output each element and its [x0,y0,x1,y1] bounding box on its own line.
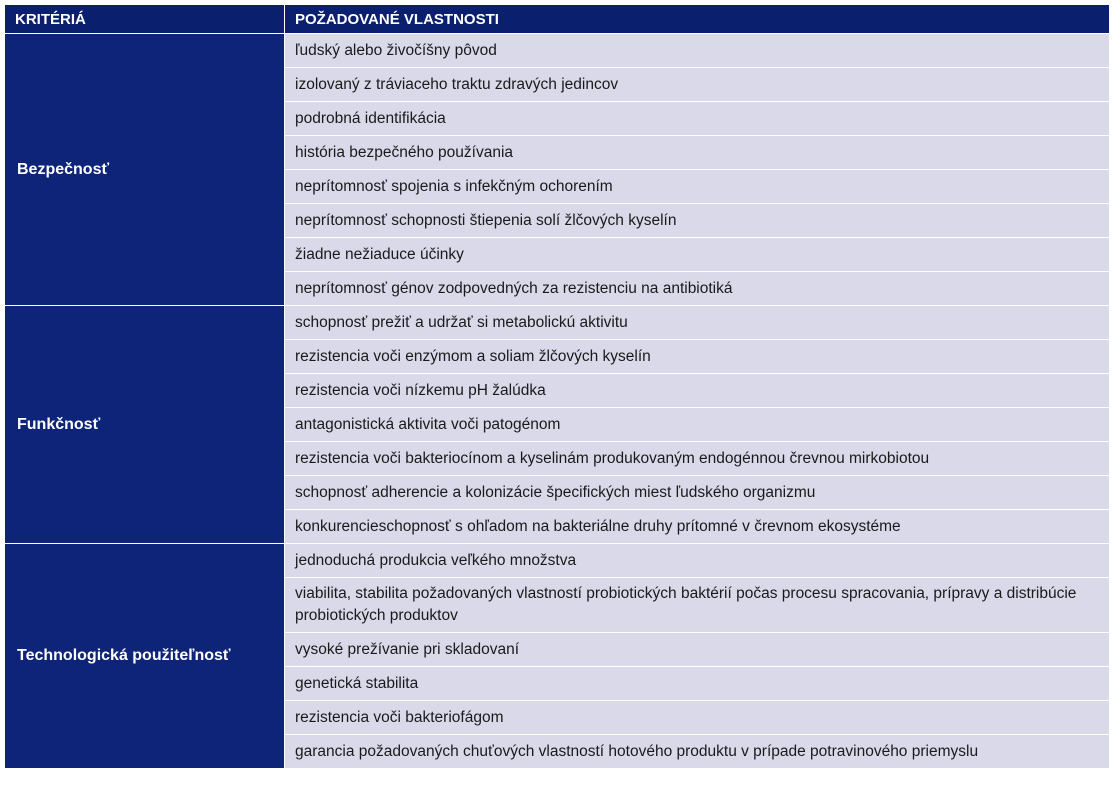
property-cell: jednoduchá produkcia veľkého množstva [285,544,1110,578]
property-cell: schopnosť adherencie a kolonizácie špecifických miest ľudského organizmu [285,476,1110,510]
property-cell: história bezpečného používania [285,136,1110,170]
criterion-cell: Funkčnosť [5,306,285,544]
property-cell: vysoké prežívanie pri skladovaní [285,633,1110,667]
property-cell: izolovaný z tráviaceho traktu zdravých jedincov [285,68,1110,102]
property-cell: ľudský alebo živočíšny pôvod [285,34,1110,68]
criterion-cell: Bezpečnosť [5,34,285,306]
header-criteria: KRITÉRIÁ [5,5,285,34]
criterion-cell: Technologická použiteľnosť [5,544,285,769]
table-row [5,306,1110,340]
property-cell: rezistencia voči enzýmom a soliam žlčových kyselín [285,340,1110,374]
property-cell: žiadne nežiaduce účinky [285,238,1110,272]
property-cell: konkurencieschopnosť s ohľadom na bakteriálne druhy prítomné v črevnom ekosystéme [285,510,1110,544]
property-cell: viabilita, stabilita požadovaných vlastností probiotických baktérií počas procesu spracovania, prípravy a distribúcie probiotických produktov [285,578,1110,633]
property-cell: neprítomnosť spojenia s infekčným ochorením [285,170,1110,204]
property-cell: schopnosť prežiť a udržať si metabolickú aktivitu [285,306,1110,340]
property-cell: rezistencia voči nízkemu pH žalúdka [285,374,1110,408]
property-cell: antagonistická aktivita voči patogénom [285,408,1110,442]
criteria-table [4,4,1110,769]
property-cell: neprítomnosť génov zodpovedných za rezistenciu na antibiotiká [285,272,1110,306]
property-cell: rezistencia voči bakteriocínom a kyselinám produkovaným endogénnou črevnou mirkobiotou [285,442,1110,476]
property-cell: genetická stabilita [285,667,1110,701]
header-properties: POŽADOVANÉ VLASTNOSTI [285,5,1110,34]
property-cell: neprítomnosť schopnosti štiepenia solí žlčových kyselín [285,204,1110,238]
table-body [5,34,1110,769]
table-row [5,544,1110,578]
property-cell: podrobná identifikácia [285,102,1110,136]
header-row [5,5,1110,34]
property-cell: garancia požadovaných chuťových vlastností hotového produktu v prípade potravinového priemyslu [285,735,1110,769]
property-cell: rezistencia voči bakteriofágom [285,701,1110,735]
table-row [5,34,1110,68]
